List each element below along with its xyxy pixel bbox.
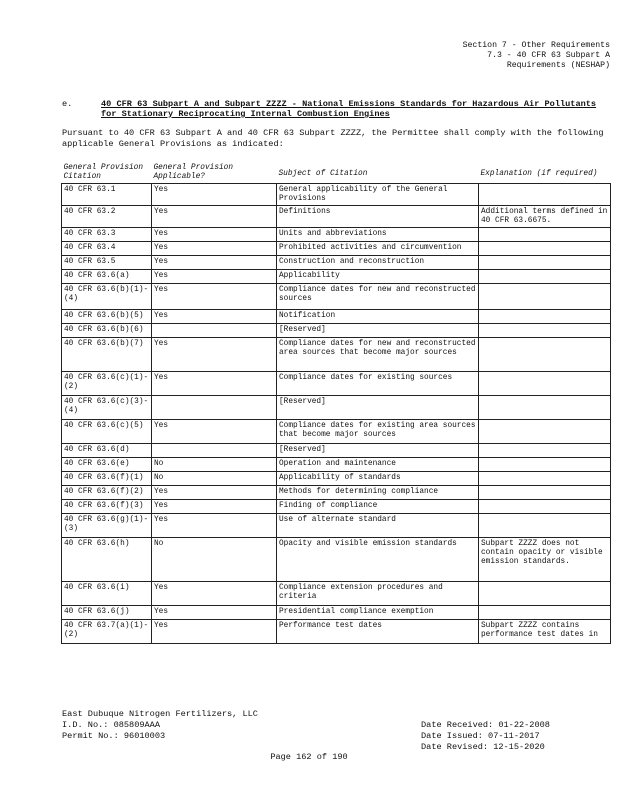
explanation-cell bbox=[479, 582, 611, 606]
citation-cell: 40 CFR 63.6(b)(5) bbox=[62, 310, 152, 324]
citation-cell: 40 CFR 63.6(b)(6) bbox=[62, 324, 152, 338]
company-name: East Dubuque Nitrogen Fertilizers, LLC bbox=[62, 709, 258, 719]
applicable-cell: Yes bbox=[152, 620, 277, 644]
subject-cell: [Reserved] bbox=[277, 444, 479, 458]
citation-cell: 40 CFR 63.3 bbox=[62, 228, 152, 242]
explanation-cell bbox=[479, 420, 611, 444]
citation-cell: 40 CFR 63.2 bbox=[62, 206, 152, 228]
applicable-cell: Yes bbox=[152, 338, 277, 372]
applicable-cell: Yes bbox=[152, 310, 277, 324]
header-line-3: Requirements (NESHAP) bbox=[506, 61, 610, 70]
table-row bbox=[62, 444, 611, 458]
column-header: General Provision Applicable? bbox=[152, 162, 277, 184]
table-row bbox=[62, 242, 611, 256]
citation-cell: 40 CFR 63.6(j) bbox=[62, 606, 152, 620]
applicable-cell: Yes bbox=[152, 372, 277, 396]
table-row bbox=[62, 338, 611, 372]
applicable-cell: No bbox=[152, 472, 277, 486]
table-row bbox=[62, 458, 611, 472]
citation-cell: 40 CFR 63.6(e) bbox=[62, 458, 152, 472]
explanation-cell bbox=[479, 310, 611, 324]
table-header-row bbox=[62, 162, 611, 184]
subject-cell: Notification bbox=[277, 310, 479, 324]
explanation-cell bbox=[479, 372, 611, 396]
subject-cell: General applicability of the General Provisions bbox=[277, 184, 479, 206]
applicable-cell bbox=[152, 324, 277, 338]
explanation-cell: Additional terms defined in 40 CFR 63.6675. bbox=[479, 206, 611, 228]
explanation-cell bbox=[479, 270, 611, 284]
page-number: Page 162 of 190 bbox=[270, 752, 348, 762]
subject-cell: [Reserved] bbox=[277, 396, 479, 420]
explanation-cell bbox=[479, 396, 611, 420]
applicable-cell: Yes bbox=[152, 486, 277, 500]
table-row bbox=[62, 270, 611, 284]
explanation-cell bbox=[479, 444, 611, 458]
applicable-cell bbox=[152, 396, 277, 420]
header-line-2: 7.3 - 40 CFR 63 Subpart A bbox=[487, 51, 610, 60]
citation-cell: 40 CFR 63.6(d) bbox=[62, 444, 152, 458]
column-header: Subject of Citation bbox=[277, 162, 479, 184]
table-row bbox=[62, 372, 611, 396]
explanation-cell bbox=[479, 458, 611, 472]
citation-cell: 40 CFR 63.1 bbox=[62, 184, 152, 206]
general-provisions-table bbox=[61, 162, 611, 644]
column-header: Explanation (if required) bbox=[479, 162, 611, 184]
applicable-cell: No bbox=[152, 458, 277, 472]
subject-cell: Construction and reconstruction bbox=[277, 256, 479, 270]
column-header: General Provision Citation bbox=[62, 162, 152, 184]
explanation-cell: Subpart ZZZZ contains performance test dates in bbox=[479, 620, 611, 644]
applicable-cell: Yes bbox=[152, 606, 277, 620]
table-row bbox=[62, 514, 611, 538]
citation-cell: 40 CFR 63.6(f)(1) bbox=[62, 472, 152, 486]
intro-paragraph: Pursuant to 40 CFR 63 Subpart A and 40 CFR 63 Subpart ZZZZ, the Permittee shall comply with the following applicable General Provisions as indicated: bbox=[62, 128, 604, 149]
subject-cell: Applicability bbox=[277, 270, 479, 284]
table-body bbox=[62, 184, 611, 644]
citation-cell: 40 CFR 63.6(i) bbox=[62, 582, 152, 606]
subject-cell: Use of alternate standard bbox=[277, 514, 479, 538]
citation-cell: 40 CFR 63.7(a)(1)-(2) bbox=[62, 620, 152, 644]
table-row bbox=[62, 538, 611, 582]
explanation-cell bbox=[479, 228, 611, 242]
table-row bbox=[62, 184, 611, 206]
explanation-cell bbox=[479, 514, 611, 538]
table-row bbox=[62, 206, 611, 228]
explanation-cell bbox=[479, 338, 611, 372]
applicable-cell: Yes bbox=[152, 582, 277, 606]
table-row bbox=[62, 606, 611, 620]
citation-cell: 40 CFR 63.6(f)(2) bbox=[62, 486, 152, 500]
subject-cell: Compliance dates for new and reconstructed sources bbox=[277, 284, 479, 310]
explanation-cell bbox=[479, 486, 611, 500]
citation-cell: 40 CFR 63.5 bbox=[62, 256, 152, 270]
subject-cell: [Reserved] bbox=[277, 324, 479, 338]
subject-cell: Operation and maintenance bbox=[277, 458, 479, 472]
applicable-cell: Yes bbox=[152, 256, 277, 270]
applicable-cell: Yes bbox=[152, 242, 277, 256]
subject-cell: Presidential compliance exemption bbox=[277, 606, 479, 620]
table-row bbox=[62, 472, 611, 486]
footer-left bbox=[62, 709, 258, 742]
date-revised: Date Revised: 12-15-2020 bbox=[421, 742, 545, 752]
table-row bbox=[62, 324, 611, 338]
applicable-cell: Yes bbox=[152, 228, 277, 242]
explanation-cell bbox=[479, 606, 611, 620]
subject-cell: Definitions bbox=[277, 206, 479, 228]
citation-cell: 40 CFR 63.6(f)(3) bbox=[62, 500, 152, 514]
table-row bbox=[62, 500, 611, 514]
explanation-cell bbox=[479, 500, 611, 514]
page-header bbox=[463, 41, 610, 71]
citation-cell: 40 CFR 63.6(a) bbox=[62, 270, 152, 284]
applicable-cell: Yes bbox=[152, 206, 277, 228]
header-line-1: Section 7 - Other Requirements bbox=[462, 41, 610, 50]
subject-cell: Finding of compliance bbox=[277, 500, 479, 514]
subject-cell: Opacity and visible emission standards bbox=[277, 538, 479, 582]
date-received: Date Received: 01-22-2008 bbox=[421, 720, 550, 730]
explanation-cell bbox=[479, 284, 611, 310]
subject-cell: Compliance extension procedures and criteria bbox=[277, 582, 479, 606]
subject-cell: Units and abbreviations bbox=[277, 228, 479, 242]
subject-cell: Applicability of standards bbox=[277, 472, 479, 486]
explanation-cell bbox=[479, 184, 611, 206]
date-issued: Date Issued: 07-11-2017 bbox=[421, 731, 540, 741]
explanation-cell bbox=[479, 472, 611, 486]
explanation-cell: Subpart ZZZZ does not contain opacity or visible emission standards. bbox=[479, 538, 611, 582]
citation-cell: 40 CFR 63.4 bbox=[62, 242, 152, 256]
table-row bbox=[62, 228, 611, 242]
explanation-cell bbox=[479, 242, 611, 256]
table-row bbox=[62, 396, 611, 420]
subject-cell: Compliance dates for existing sources bbox=[277, 372, 479, 396]
citation-cell: 40 CFR 63.6(c)(1)-(2) bbox=[62, 372, 152, 396]
citation-cell: 40 CFR 63.6(c)(5) bbox=[62, 420, 152, 444]
applicable-cell: No bbox=[152, 538, 277, 582]
applicable-cell: Yes bbox=[152, 514, 277, 538]
applicable-cell: Yes bbox=[152, 284, 277, 310]
section-letter: e. bbox=[62, 99, 73, 109]
subject-cell: Performance test dates bbox=[277, 620, 479, 644]
footer-right bbox=[421, 720, 550, 753]
citation-cell: 40 CFR 63.6(b)(1)-(4) bbox=[62, 284, 152, 310]
table-row bbox=[62, 582, 611, 606]
table-row bbox=[62, 486, 611, 500]
applicable-cell: Yes bbox=[152, 184, 277, 206]
applicable-cell bbox=[152, 444, 277, 458]
citation-cell: 40 CFR 63.6(h) bbox=[62, 538, 152, 582]
table-row bbox=[62, 256, 611, 270]
citation-cell: 40 CFR 63.6(c)(3)-(4) bbox=[62, 396, 152, 420]
table-row bbox=[62, 420, 611, 444]
citation-cell: 40 CFR 63.6(g)(1)-(3) bbox=[62, 514, 152, 538]
applicable-cell: Yes bbox=[152, 270, 277, 284]
id-number: I.D. No.: 085809AAA bbox=[62, 720, 160, 730]
explanation-cell bbox=[479, 324, 611, 338]
subject-cell: Prohibited activities and circumvention bbox=[277, 242, 479, 256]
citation-cell: 40 CFR 63.6(b)(7) bbox=[62, 338, 152, 372]
section-title-text: 40 CFR 63 Subpart A and Subpart ZZZZ - National Emissions Standards for Hazardous Air Pollutants for Stationary Reciprocating Internal Combustion Engines bbox=[101, 99, 597, 119]
subject-cell: Methods for determining compliance bbox=[277, 486, 479, 500]
applicable-cell: Yes bbox=[152, 500, 277, 514]
subject-cell: Compliance dates for existing area sources that become major sources bbox=[277, 420, 479, 444]
explanation-cell bbox=[479, 256, 611, 270]
permit-number: Permit No.: 96010003 bbox=[62, 731, 166, 741]
subject-cell: Compliance dates for new and reconstructed area sources that become major sources bbox=[277, 338, 479, 372]
table-row bbox=[62, 284, 611, 310]
applicable-cell: Yes bbox=[152, 420, 277, 444]
table-row bbox=[62, 620, 611, 644]
table-row bbox=[62, 310, 611, 324]
